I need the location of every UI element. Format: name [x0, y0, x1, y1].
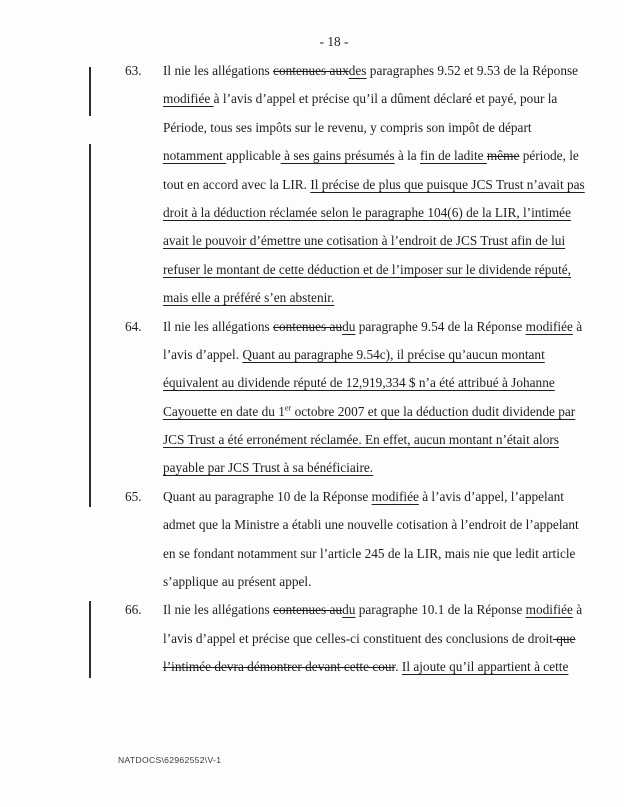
- text-run: à ses gains présumés: [280, 148, 395, 164]
- text-run: contenues au: [273, 602, 343, 618]
- paragraph-number: 64.: [125, 318, 142, 334]
- text-run: Quant au paragraphe 10 de la Réponse: [163, 488, 372, 504]
- text-run: en se fondant notamment sur l’article 245 de la LIR, mais nie que ledit article: [163, 545, 576, 561]
- text-run: à l’avis d’appel et précise qu’il a dûment déclaré et payé, pour la: [213, 91, 558, 107]
- text-line: [125, 313, 585, 341]
- text-run: admet que la Ministre a établi une nouvelle cotisation à l’endroit de l’appelant: [163, 517, 579, 533]
- text-run: Cayouette en date du 1: [163, 403, 285, 419]
- text-run: paragraphe 9.54 de la Réponse: [355, 318, 526, 334]
- text-line: [125, 142, 585, 170]
- text-run: contenues au: [273, 318, 343, 334]
- paragraph-number: 63.: [125, 63, 142, 78]
- text-run: contenues aux: [273, 63, 349, 78]
- text-run: l’avis d’appel.: [163, 346, 243, 362]
- text-run: même: [486, 148, 520, 164]
- text-run: mais elle a préféré s’en abstenir.: [163, 290, 335, 306]
- text-run: droit à la déduction réclamée selon le paragraphe 104(6) de la LIR, l’intimée: [163, 204, 571, 220]
- text-line: [125, 483, 585, 511]
- page-number: - 18 -: [319, 34, 349, 49]
- text-run: à la: [394, 148, 421, 164]
- text-line: [125, 625, 585, 653]
- text-line: [125, 568, 585, 596]
- text-run: paragraphe 10.1 de la Réponse: [355, 602, 526, 618]
- text-run: modifiée: [525, 602, 573, 618]
- text-run: Il nie les allégations: [163, 63, 274, 78]
- paragraph-number: 66.: [125, 602, 142, 618]
- text-run: .: [395, 659, 402, 675]
- text-run: applicable: [226, 148, 281, 164]
- text-line: [125, 114, 585, 142]
- text-run: modifiée: [525, 318, 573, 334]
- text-line: [125, 454, 585, 482]
- text-run: à l’avis d’appel, l’appelant: [418, 488, 564, 504]
- text-run: JCS Trust a été erronément réclamée. En effet, aucun montant n’était alors: [163, 432, 559, 448]
- text-run: modifiée: [371, 488, 419, 504]
- document-body: [125, 57, 585, 682]
- revision-change-bar: [89, 144, 91, 507]
- text-run: l’intimée devra démontrer devant cette cour: [163, 659, 396, 675]
- revision-change-bar: [89, 601, 91, 678]
- paragraph-66: [125, 596, 585, 681]
- text-line: [125, 284, 585, 312]
- text-run: période, le: [519, 148, 579, 164]
- text-run: Il ajoute qu’il appartient à cette: [401, 659, 569, 675]
- text-run: payable par JCS Trust à sa bénéficiaire.: [163, 460, 374, 476]
- text-run: Période, tous ses impôts sur le revenu, y compris son impôt de départ: [163, 119, 532, 135]
- text-run: tout en accord avec la LIR.: [163, 176, 311, 192]
- paragraph-64: [125, 313, 585, 483]
- text-run: équivalent au dividende réputé de 12,919,334 $ n’a été attribué à Johanne: [163, 375, 555, 391]
- text-run: s’applique au présent appel.: [163, 574, 312, 590]
- text-run: l’avis d’appel et précise que celles-ci constituent des conclusions de droit: [163, 630, 553, 646]
- text-run: paragraphes 9.52 et 9.53 de la Réponse: [366, 63, 579, 78]
- text-run: refuser le montant de cette déduction et de l’imposer sur le dividende réputé,: [163, 261, 571, 277]
- text-run: fin de ladite: [420, 148, 487, 164]
- text-run: Il nie les allégations: [163, 602, 274, 618]
- text-line: [125, 85, 585, 113]
- text-line: [125, 171, 585, 199]
- text-run: à: [572, 318, 583, 334]
- paragraph-63: [125, 57, 585, 313]
- text-run: notamment: [163, 148, 227, 164]
- document-id-footer: NATDOCS\62962552\V-1: [118, 755, 222, 765]
- text-line: [125, 57, 585, 85]
- text-run: Il précise de plus que puisque JCS Trust n’avait pas: [310, 176, 585, 192]
- text-line: [125, 398, 585, 426]
- text-run: des: [348, 63, 367, 78]
- text-line: [125, 540, 585, 568]
- text-line: [125, 426, 585, 454]
- text-run: octobre 2007 et que la déduction dudit dividende par: [291, 403, 576, 419]
- text-line: [125, 199, 585, 227]
- text-line: [125, 227, 585, 255]
- text-run: modifiée: [163, 91, 214, 107]
- text-run: avait le pouvoir d’émettre une cotisation à l’endroit de JCS Trust afin de lui: [163, 233, 566, 249]
- text-run: à: [572, 602, 583, 618]
- text-run: du: [342, 602, 356, 618]
- text-run: du: [342, 318, 356, 334]
- text-line: [125, 341, 585, 369]
- text-line: [125, 596, 585, 624]
- revision-change-bar: [89, 67, 91, 116]
- paragraph-number: 65.: [125, 488, 142, 504]
- text-run: Il nie les allégations: [163, 318, 274, 334]
- paragraph-65: [125, 483, 585, 597]
- text-run: Quant au paragraphe 9.54c), il précise qu’aucun montant: [242, 346, 545, 362]
- text-line: [125, 511, 585, 539]
- text-run: que: [552, 630, 576, 646]
- text-run: er: [284, 403, 292, 413]
- text-line: [125, 653, 585, 681]
- text-line: [125, 369, 585, 397]
- text-line: [125, 256, 585, 284]
